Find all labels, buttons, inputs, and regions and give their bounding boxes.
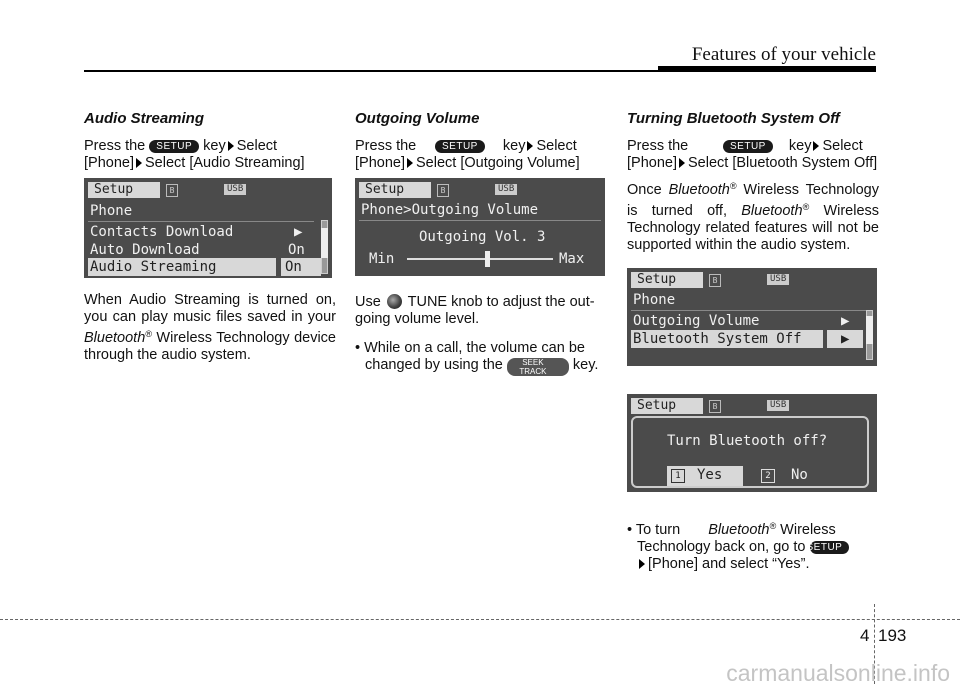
screen-item: Outgoing Volume xyxy=(633,313,760,329)
bullet-bluetooth-on: • To turn Bluetooth® Wireless Technology back on, go to SETUP [Phone] and select “Yes”. xyxy=(627,518,879,573)
section-title-bluetooth-off: Turning Bluetooth System Off xyxy=(627,110,840,127)
header-rule xyxy=(84,70,876,72)
section-title-audio-streaming: Audio Streaming xyxy=(84,110,205,127)
screen-tab: Setup xyxy=(631,272,703,288)
footer-rule xyxy=(0,619,960,620)
screen-item-value: ▶ xyxy=(841,313,850,329)
arrow-right-icon xyxy=(136,158,142,168)
number-two-icon: 2 xyxy=(761,469,775,483)
screen-item: Phone xyxy=(90,203,133,219)
screen-item-value: ▶ xyxy=(827,330,863,348)
screen-audio-streaming xyxy=(84,178,332,278)
setup-key-icon: SETUP xyxy=(723,140,773,153)
section-number: 4 xyxy=(860,626,870,645)
instruction-bluetooth-off: Press the SETUP key Select [Phone] Select [Bluetooth System Off] xyxy=(627,138,878,171)
screen-item: Contacts Download xyxy=(90,224,234,240)
instruction-outgoing-volume: Press the SETUP key Select [Phone] Select [Outgoing Volume] xyxy=(355,138,580,171)
dialog-yes-option xyxy=(667,466,743,486)
dialog-question: Turn Bluetooth off? xyxy=(667,433,828,449)
bluetooth-icon: B xyxy=(166,184,178,197)
screen-item-selected: Bluetooth System Off xyxy=(631,330,823,348)
arrow-right-icon xyxy=(639,559,645,569)
number-one-icon: 1 xyxy=(671,469,685,483)
volume-slider-thumb xyxy=(485,251,490,267)
bluetooth-icon: B xyxy=(709,400,721,413)
dialog-yes-label: Yes xyxy=(697,467,723,483)
screen-tab: Setup xyxy=(88,182,160,198)
screen-item-value: ▶ xyxy=(294,224,303,240)
screen-item: Auto Download xyxy=(90,242,200,258)
page-number: 193 xyxy=(878,626,907,645)
usb-icon: USB xyxy=(224,184,246,195)
bluetooth-icon: B xyxy=(709,274,721,287)
screen-scroll-thumb xyxy=(321,228,328,258)
screen-min-label: Min xyxy=(369,251,395,267)
arrow-right-icon xyxy=(813,141,819,151)
arrow-right-icon xyxy=(679,158,685,168)
screen-item: Phone xyxy=(633,292,676,308)
watermark: carmanualsonline.info xyxy=(726,660,950,686)
paragraph-tune-knob: Use TUNE knob to adjust the out-going volume level. xyxy=(355,294,595,327)
screen-item-selected: Audio Streaming xyxy=(88,258,276,276)
arrow-right-icon xyxy=(407,158,413,168)
arrow-right-icon xyxy=(527,141,533,151)
column-outgoing-volume xyxy=(355,108,607,382)
usb-icon: USB xyxy=(495,184,517,195)
screen-volume-label: Outgoing Vol. 3 xyxy=(419,229,546,245)
bluetooth-icon: B xyxy=(437,184,449,197)
paragraph-audio-streaming: When Audio Streaming is turned on, you can play music files saved in your Bluetooth® Wireless Technology device through the audio system. xyxy=(84,292,337,363)
screen-path: Phone>Outgoing Volume xyxy=(361,202,539,218)
setup-key-icon: SETUP xyxy=(810,541,850,554)
seek-track-key-icon: SEEK TRACK xyxy=(507,358,569,376)
usb-icon: USB xyxy=(767,400,789,411)
screen-item-value: On xyxy=(281,258,321,276)
column-bluetooth-off xyxy=(627,108,879,579)
column-audio-streaming xyxy=(84,108,336,370)
section-title-outgoing-volume: Outgoing Volume xyxy=(355,110,480,127)
setup-key-icon: SETUP xyxy=(435,140,485,153)
screen-divider xyxy=(88,221,314,222)
screen-outgoing-volume xyxy=(355,178,605,276)
screen-divider xyxy=(631,310,867,311)
screen-bluetooth-confirm xyxy=(627,394,877,492)
instruction-audio-streaming: Press the SETUP key Select [Phone] Select [Audio Streaming] xyxy=(84,138,305,171)
dialog-no-label: No xyxy=(791,467,808,483)
screen-divider xyxy=(359,220,601,221)
usb-icon: USB xyxy=(767,274,789,285)
arrow-right-icon xyxy=(228,141,234,151)
screen-max-label: Max xyxy=(559,251,585,267)
screen-scroll-thumb xyxy=(866,316,873,344)
screen-tab: Setup xyxy=(631,398,703,414)
screen-item-value: On xyxy=(288,242,305,258)
screen-bluetooth-menu xyxy=(627,268,877,366)
running-header: Features of your vehicle xyxy=(691,44,876,65)
volume-slider-track xyxy=(407,258,553,260)
screen-tab: Setup xyxy=(359,182,431,198)
paragraph-bluetooth-off: Once Bluetooth® Wireless Technology is turned off, Bluetooth® Wireless Technology related features will not be supported within the audio system. xyxy=(627,181,880,253)
setup-key-icon: SETUP xyxy=(149,140,199,153)
tune-knob-icon xyxy=(387,294,402,309)
bullet-seek-track: • While on a call, the volume can be changed by using the SEEK TRACK key. xyxy=(355,340,599,376)
